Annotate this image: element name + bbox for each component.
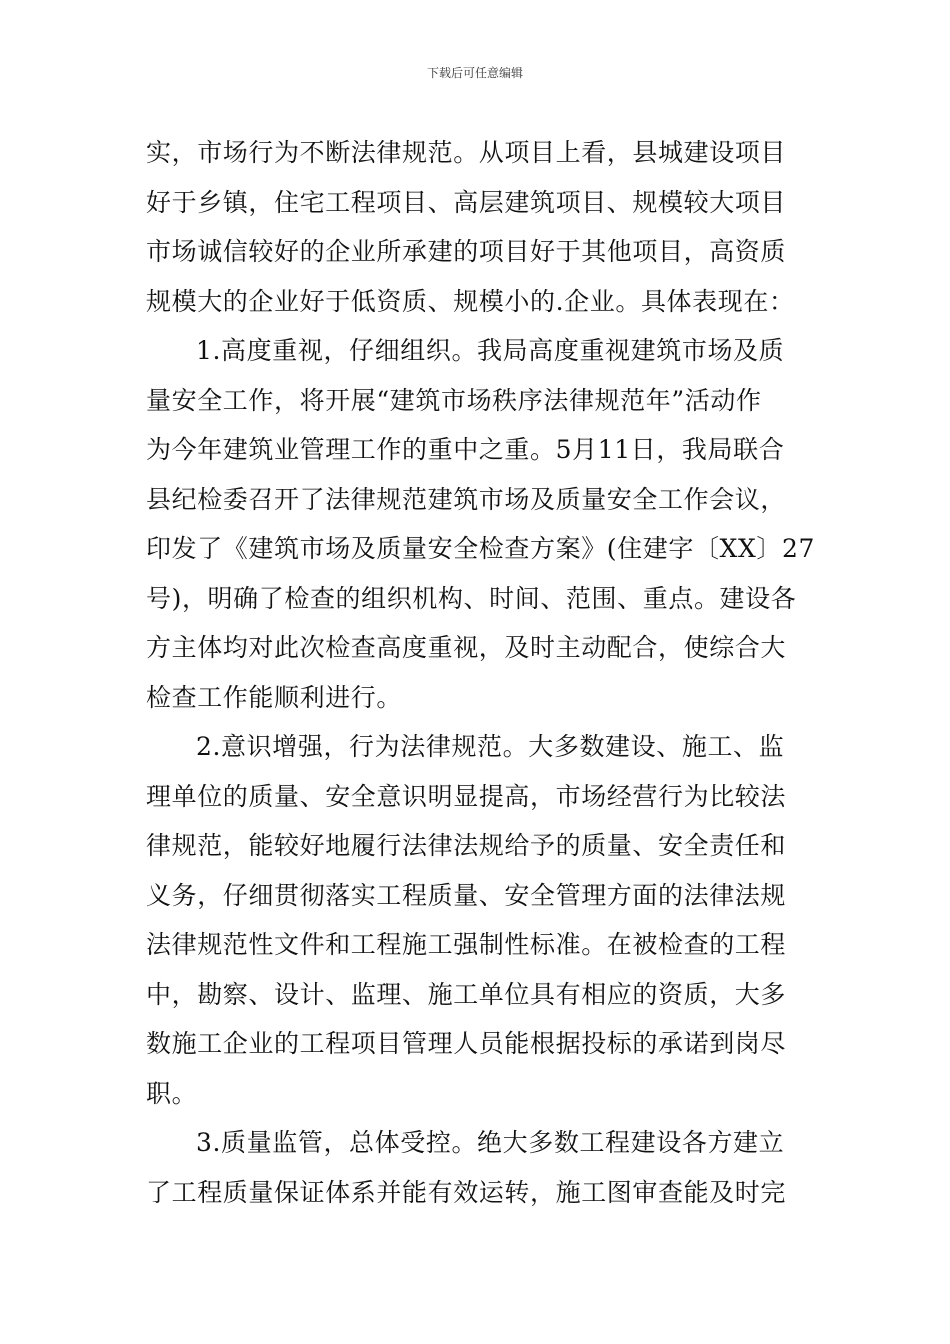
text-line: 量安全工作，将开展“建筑市场秩序法律规范年”活动作: [146, 385, 762, 415]
text-line: 为今年建筑业管理工作的重中之重。5月11日，我局联合: [146, 435, 785, 464]
text-line: 义务，仔细贯彻落实工程质量、安全管理方面的法律法规: [146, 880, 787, 910]
paragraph-start-line: 1.高度重视，仔细组织。我局高度重视建筑市场及质: [196, 336, 785, 365]
text-line: 数施工企业的工程项目管理人员能根据投标的承诺到岗尽: [146, 1029, 787, 1058]
text-line: 律规范，能较好地履行法律法规给予的质量、安全责任和: [146, 831, 787, 860]
page-header: 下载后可任意编辑: [426, 66, 523, 80]
text-line: 县纪检委召开了法律规范建筑市场及质量安全工作会议，: [146, 484, 787, 514]
paragraph-start-line: 2.意识增强，行为法律规范。大多数建设、施工、监: [196, 732, 785, 761]
text-line: 中，勘察、设计、监理、施工单位具有相应的资质，大多: [146, 979, 787, 1009]
text-line: 规模大的企业好于低资质、规模小的.企业。具体表现在：: [146, 286, 795, 316]
text-line: 了工程质量保证体系并能有效运转，施工图审查能及时完: [146, 1177, 787, 1207]
text-line: 号)，明确了检查的组织机构、时间、范围、重点。建设各: [146, 583, 797, 613]
document-body: [146, 128, 815, 1217]
text-line: 好于乡镇，住宅工程项目、高层建筑项目、规模较大项目: [146, 187, 787, 217]
text-line: 方主体均对此次检查高度重视，及时主动配合，使综合大: [146, 633, 787, 662]
text-line: 检查工作能顺利进行。: [146, 682, 403, 712]
text-line: 实，市场行为不断法律规范。从项目上看，县城建设项目: [146, 138, 787, 167]
text-line: 理单位的质量、安全意识明显提高，市场经营行为比较法: [146, 781, 787, 811]
paragraph-start-line: 3.质量监管，总体受控。绝大多数工程建设各方建立: [196, 1128, 785, 1157]
text-line: 法律规范性文件和工程施工强制性标准。在被检查的工程: [146, 930, 787, 959]
text-line: 职。: [146, 1078, 198, 1108]
text-line: 印发了《建筑市场及质量安全检查方案》(住建字〔XX〕27: [146, 534, 815, 563]
text-line: 市场诚信较好的企业所承建的项目好于其他项目，高资质: [146, 237, 787, 266]
